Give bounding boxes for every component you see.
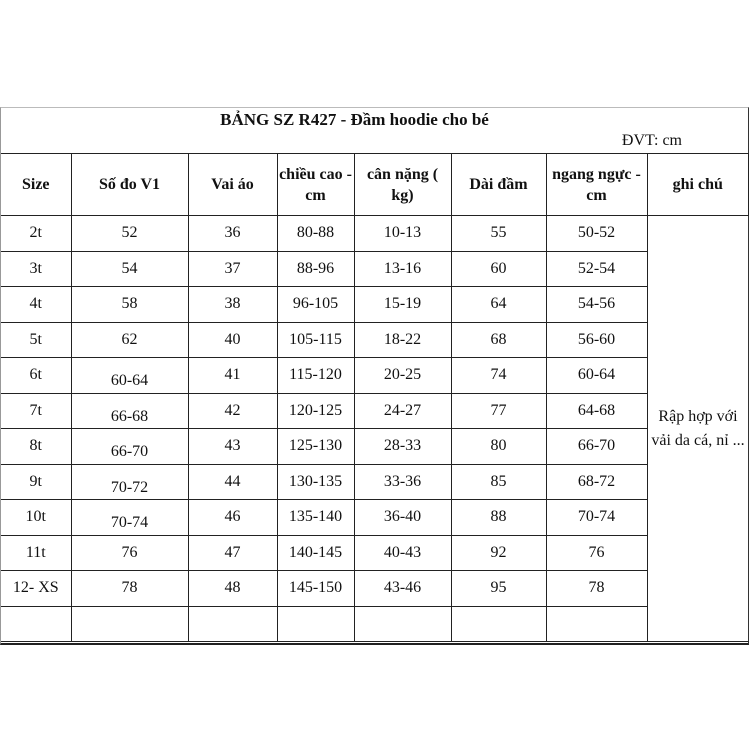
table-cell: 8t (1, 429, 71, 465)
table-cell: 66-68 (71, 393, 188, 429)
table-cell: 130-135 (277, 464, 354, 500)
table-cell: 50-52 (546, 216, 647, 252)
table-cell: 76 (546, 535, 647, 571)
table-cell: 37 (188, 251, 277, 287)
table-cell: 88-96 (277, 251, 354, 287)
table-row (1, 216, 749, 252)
table-cell: 18-22 (354, 322, 451, 358)
table-row (1, 571, 749, 607)
note-cell: Rập hợp với vải da cá, nỉ ... (647, 216, 749, 642)
header-row (1, 154, 749, 216)
table-cell: 58 (71, 287, 188, 323)
table-cell: 77 (451, 393, 546, 429)
table-cell: 52 (71, 216, 188, 252)
table-cell: 5t (1, 322, 71, 358)
table-cell: 36-40 (354, 500, 451, 536)
empty-row (1, 606, 749, 642)
empty-cell (1, 606, 71, 642)
table-cell: 33-36 (354, 464, 451, 500)
table-cell: 92 (451, 535, 546, 571)
table-cell: 6t (1, 358, 71, 394)
table-cell: 60-64 (71, 358, 188, 394)
table-cell: 105-115 (277, 322, 354, 358)
size-chart (0, 107, 749, 645)
table-cell: 70-72 (71, 464, 188, 500)
table-cell: 20-25 (354, 358, 451, 394)
empty-cell (451, 606, 546, 642)
table-cell: 47 (188, 535, 277, 571)
table-cell: 70-74 (546, 500, 647, 536)
table-cell: 10t (1, 500, 71, 536)
table-cell: 9t (1, 464, 71, 500)
table-cell: 60-64 (546, 358, 647, 394)
table-cell: 40-43 (354, 535, 451, 571)
table-cell: 40 (188, 322, 277, 358)
table-cell: 68 (451, 322, 546, 358)
empty-cell (354, 606, 451, 642)
table-cell: 2t (1, 216, 71, 252)
table-cell: 46 (188, 500, 277, 536)
table-row (1, 500, 749, 536)
table-cell: 60 (451, 251, 546, 287)
table-cell: 28-33 (354, 429, 451, 465)
chart-title (1, 108, 748, 130)
column-header: ngang ngực - cm (546, 154, 647, 216)
table-cell: 54 (71, 251, 188, 287)
unit-label: ĐVT: cm (621, 132, 682, 149)
table-cell: 115-120 (277, 358, 354, 394)
table-row (1, 429, 749, 465)
column-header: Dài đầm (451, 154, 546, 216)
table-cell: 140-145 (277, 535, 354, 571)
table-cell: 74 (451, 358, 546, 394)
table-cell: 80-88 (277, 216, 354, 252)
table-cell: 7t (1, 393, 71, 429)
table-cell: 42 (188, 393, 277, 429)
table-cell: 145-150 (277, 571, 354, 607)
table-cell: 36 (188, 216, 277, 252)
table-cell: 88 (451, 500, 546, 536)
table-cell: 24-27 (354, 393, 451, 429)
table-cell: 66-70 (71, 429, 188, 465)
size-table (1, 153, 749, 642)
table-cell: 68-72 (546, 464, 647, 500)
table-cell: 76 (71, 535, 188, 571)
table-cell: 78 (546, 571, 647, 607)
table-cell: 135-140 (277, 500, 354, 536)
empty-cell (546, 606, 647, 642)
table-cell: 43 (188, 429, 277, 465)
table-cell: 64-68 (546, 393, 647, 429)
table-cell: 120-125 (277, 393, 354, 429)
table-cell: 43-46 (354, 571, 451, 607)
column-header: Vai áo (188, 154, 277, 216)
table-cell: 54-56 (546, 287, 647, 323)
table-cell: 11t (1, 535, 71, 571)
empty-cell (71, 606, 188, 642)
table-cell: 38 (188, 287, 277, 323)
table-cell: 95 (451, 571, 546, 607)
table-row (1, 287, 749, 323)
table-cell: 15-19 (354, 287, 451, 323)
table-cell: 85 (451, 464, 546, 500)
table-row (1, 393, 749, 429)
table-row (1, 464, 749, 500)
table-cell: 52-54 (546, 251, 647, 287)
table-cell: 64 (451, 287, 546, 323)
table-cell: 10-13 (354, 216, 451, 252)
column-header: Số đo V1 (71, 154, 188, 216)
table-cell: 96-105 (277, 287, 354, 323)
empty-cell (277, 606, 354, 642)
table-cell: 48 (188, 571, 277, 607)
table-cell: 4t (1, 287, 71, 323)
column-header: Size (1, 154, 71, 216)
table-cell: 55 (451, 216, 546, 252)
table-row (1, 322, 749, 358)
column-header: chiều cao - cm (277, 154, 354, 216)
table-row (1, 251, 749, 287)
title-text: BẢNG SZ R427 - Đầm hoodie cho bé (220, 110, 489, 129)
table-cell: 62 (71, 322, 188, 358)
column-header: ghi chú (647, 154, 749, 216)
table-cell: 66-70 (546, 429, 647, 465)
table-cell: 12- XS (1, 571, 71, 607)
table-cell: 80 (451, 429, 546, 465)
table-cell: 13-16 (354, 251, 451, 287)
empty-cell (188, 606, 277, 642)
table-cell: 125-130 (277, 429, 354, 465)
table-cell: 70-74 (71, 500, 188, 536)
table-cell: 56-60 (546, 322, 647, 358)
table-row (1, 358, 749, 394)
table-cell: 41 (188, 358, 277, 394)
table-row (1, 535, 749, 571)
table-cell: 3t (1, 251, 71, 287)
column-header: cân nặng ( kg) (354, 154, 451, 216)
table-cell: 44 (188, 464, 277, 500)
table-cell: 78 (71, 571, 188, 607)
